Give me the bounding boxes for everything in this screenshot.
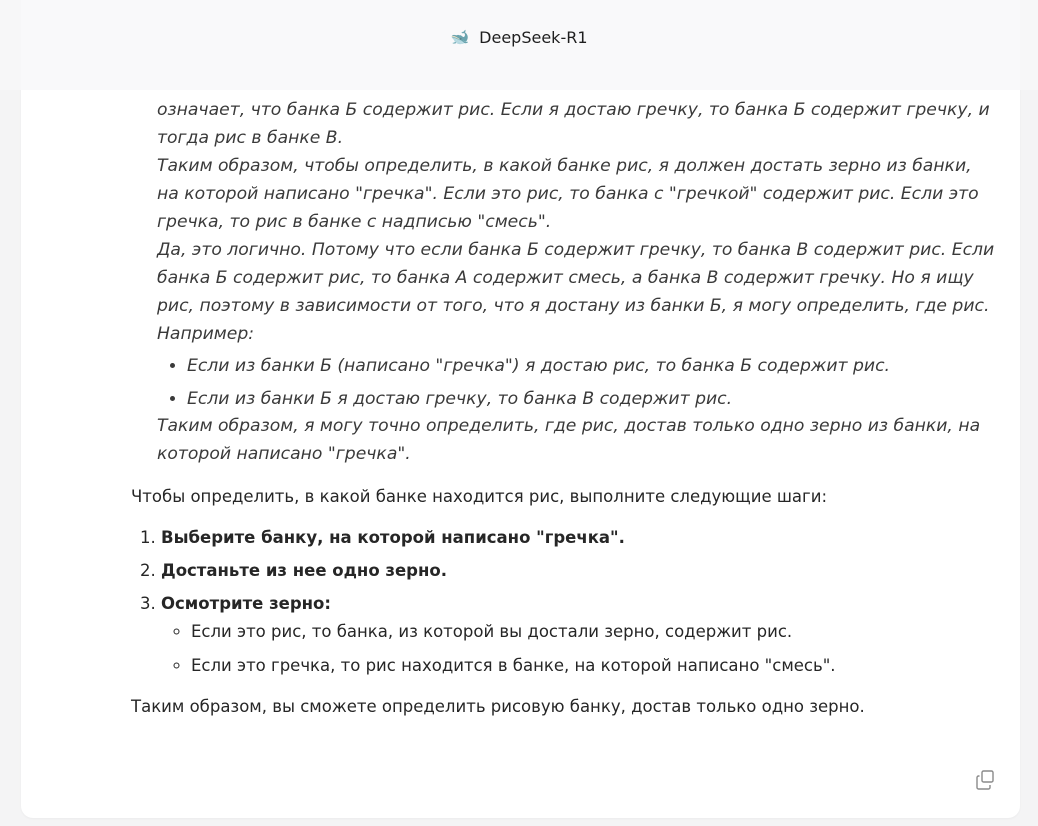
answer-step [161,557,991,585]
copy-button[interactable] [974,768,998,792]
header-bar [0,0,1038,90]
thinking-paragraph: Например: [157,324,255,344]
answer-substep: ◦ Если это гречка, то рис находится в банке, на которой написано "смесь". [191,652,991,680]
thinking-bullet-list [157,352,997,413]
model-title [0,28,1038,47]
thinking-block [157,96,997,468]
answer-substeps [161,618,991,680]
answer-step-text: Достаньте из нее одно зерно. [161,561,447,580]
model-name: DeepSeek-R1 [479,28,588,47]
answer-step-text: Выберите банку, на которой написано "гречка". [161,528,625,547]
thinking-bullet: • Если из банки Б я достаю гречку, то банка В содержит рис. [187,385,997,413]
thinking-closing: Таким образом, я могу точно определить, где рис, достав только одно зерно из банки, на которой написано "гречка". [157,416,981,464]
whale-icon: 🐋 [450,28,470,46]
thinking-bullet: • Если из банки Б (написано "гречка") я достаю рис, то банка Б содержит рис. [187,352,997,380]
answer-block [131,483,991,721]
answer-conclusion: Таким образом, вы сможете определить рисовую банку, достав только одно зерно. [131,697,865,716]
answer-step-text: Осмотрите зерно: [161,594,331,613]
answer-step [161,590,991,680]
answer-steps [131,524,991,680]
copy-icon [974,768,998,792]
answer-substep: ◦ Если это рис, то банка, из которой вы достали зерно, содержит рис. [191,618,991,646]
thinking-paragraph: Таким образом, чтобы определить, в какой банке рис, я должен достать зерно из банки, на которой написано "гречка". Если это рис, то банка с "гречкой" содержит рис. Если это гречка, то рис в банке с надписью "смесь". [157,156,979,232]
thinking-paragraph: означает, что банка Б содержит рис. Если я достаю гречку, то банка Б содержит гречку, и тогда рис в банке В. [157,100,990,148]
answer-intro: Чтобы определить, в какой банке находится рис, выполните следующие шаги: [131,487,827,506]
answer-step [161,524,991,552]
thinking-paragraph: Да, это логично. Потому что если банка Б содержит гречку, то банка В содержит рис. Если банка Б содержит рис, то банка А содержит смесь, а банка В содержит гречку. Но я ищу рис, поэтому в зависимости от того, что я достану из банки Б, я могу определить, где рис. [157,240,995,316]
